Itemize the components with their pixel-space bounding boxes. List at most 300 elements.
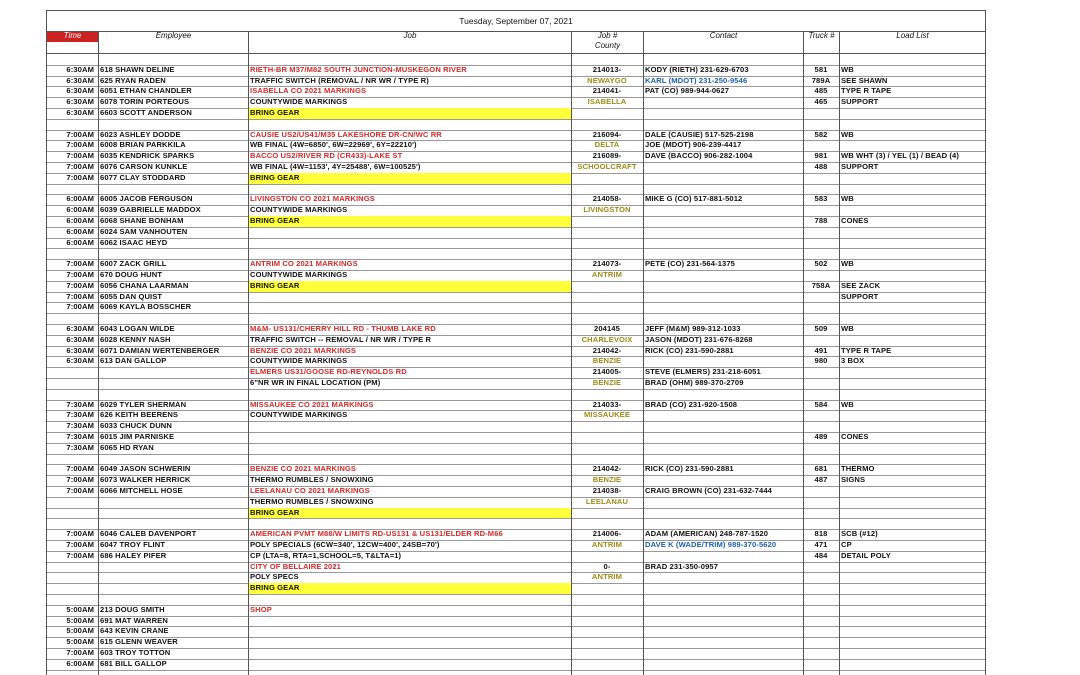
employee-cell: 643 KEVIN CRANE (100, 626, 169, 636)
job-number-cell (571, 443, 643, 454)
employee-cell (98, 508, 248, 519)
load-list-cell (839, 626, 986, 637)
load-list-cell: WB (841, 399, 854, 409)
table-row (46, 605, 986, 616)
truck-cell (803, 54, 839, 65)
job-cell: RIETH-BR M37/M82 SOUTH JUNCTION-MUSKEGON RIVER (250, 64, 467, 74)
load-list-cell: SEE SHAWN (841, 75, 888, 85)
truck-cell: 581 (814, 64, 828, 74)
employee-cell: 681 BILL GALLOP (100, 658, 167, 668)
job-number-cell: ANTRIM (591, 270, 623, 279)
contact-cell (643, 659, 803, 670)
load-list-cell (839, 205, 986, 216)
table-row (46, 151, 986, 162)
table-row (46, 475, 986, 486)
job-number-cell: 214042- (592, 464, 622, 474)
job-cell: BRING GEAR (248, 508, 571, 519)
table-row (46, 562, 986, 573)
contact-cell: DAVE K (WADE/TRIM) 989-370-5620 (645, 540, 777, 549)
time-cell: 7:00AM (66, 259, 94, 269)
employee-cell: 6035 KENDRICK SPARKS (100, 151, 195, 161)
employee-cell: 6069 KAYLA BOSSCHER (100, 302, 192, 312)
table-row (46, 356, 986, 367)
job-number-cell (571, 508, 643, 519)
truck-cell (803, 572, 839, 583)
load-list-cell (839, 54, 986, 65)
load-list-cell (839, 637, 986, 648)
truck-cell (803, 648, 839, 659)
load-list-cell: WB (841, 194, 854, 204)
truck-cell (803, 562, 839, 573)
employee-cell: 6015 JIM PARNISKE (100, 432, 175, 441)
truck-cell: 582 (814, 129, 828, 139)
contact-cell: DALE (CAUSIE) 517-525-2198 (645, 129, 754, 139)
time-cell: 7:00AM (66, 550, 94, 560)
table-row (46, 65, 986, 76)
employee-cell: 6024 SAM VANHOUTEN (100, 226, 188, 236)
time-cell: 6:00AM (66, 226, 94, 236)
table-row (46, 335, 986, 346)
employee-cell: 625 RYAN RADEN (100, 75, 166, 85)
contact-cell: RICK (CO) 231-590-2881 (645, 345, 734, 355)
job-cell: LEELANAU CO 2021 MARKINGS (250, 486, 370, 495)
table-row (46, 508, 986, 519)
time-cell (46, 497, 98, 508)
table-row (46, 594, 986, 605)
time-cell: 6:00AM (66, 194, 94, 204)
employee-cell: 6062 ISAAC HEYD (100, 237, 168, 247)
job-number-cell (571, 454, 643, 465)
load-list-cell (839, 227, 986, 238)
truck-cell (803, 227, 839, 238)
contact-cell (643, 508, 803, 519)
grid-col-line (248, 31, 249, 675)
contact-cell (643, 432, 803, 443)
job-number-cell (571, 421, 643, 432)
employee-cell (98, 497, 248, 508)
job-number-cell: 204145 (594, 324, 620, 333)
contact-cell: PAT (CO) 989-944-0627 (645, 86, 730, 96)
grid-col-line (46, 31, 47, 675)
employee-cell: 6008 BRIAN PARKKILA (100, 140, 186, 150)
employee-cell (98, 184, 248, 195)
time-cell: 6:30AM (66, 356, 94, 366)
time-cell (46, 583, 98, 594)
employee-cell: 6076 CARSON KUNKLE (100, 162, 188, 171)
truck-cell (803, 378, 839, 389)
job-cell: TRAFFIC SWITCH (REMOVAL / NR WR / TYPE R) (250, 75, 429, 85)
employee-cell (98, 518, 248, 529)
load-list-cell: SUPPORT (841, 291, 879, 301)
employee-cell: 6073 WALKER HERRICK (100, 475, 191, 485)
employee-cell: 6046 CALEB DAVENPORT (100, 529, 197, 539)
truck-cell: 584 (814, 399, 828, 409)
contact-cell (643, 497, 803, 508)
job-cell (248, 594, 571, 605)
employee-cell: 6051 ETHAN CHANDLER (100, 86, 192, 96)
job-cell: THERMO RUMBLES / SNOWXING (250, 496, 374, 506)
job-cell (248, 454, 571, 465)
truck-cell: 789A (811, 75, 831, 85)
contact-cell (643, 302, 803, 313)
grid-col-line (571, 31, 572, 675)
row-rule (46, 670, 986, 671)
load-list-cell: SCB (#12) (841, 529, 878, 539)
job-number-cell: ISABELLA (587, 97, 627, 107)
load-list-cell (839, 605, 986, 616)
time-cell: 6:30AM (66, 324, 94, 333)
truck-cell: 491 (814, 345, 828, 355)
contact-cell (643, 108, 803, 119)
employee-cell (98, 562, 248, 573)
job-cell: BACCO US2/RIVER RD (CR433)-LAKE ST (250, 151, 403, 161)
load-list-cell: WB (841, 64, 854, 74)
job-cell: BRING GEAR (248, 583, 571, 594)
employee-cell: 6071 DAMIAN WERTENBERGER (100, 345, 220, 355)
table-row (46, 54, 986, 65)
table-row (46, 454, 986, 465)
job-number-cell: 214042- (592, 345, 622, 355)
job-cell: BENZIE CO 2021 MARKINGS (250, 345, 357, 355)
load-list-cell (839, 421, 986, 432)
truck-cell: 471 (814, 540, 828, 549)
table-row (46, 162, 986, 173)
load-list-cell (839, 594, 986, 605)
job-number-cell (571, 637, 643, 648)
header-job-number (571, 31, 643, 53)
employee-cell: 615 GLENN WEAVER (100, 637, 178, 647)
contact-cell: KODY (RIETH) 231-629-6703 (645, 64, 749, 74)
job-number-cell: DELTA (594, 140, 620, 150)
contact-cell (643, 454, 803, 465)
truck-cell (803, 140, 839, 151)
job-number-cell: 0- (603, 561, 611, 571)
time-cell: 7:00AM (66, 464, 94, 474)
truck-cell (803, 518, 839, 529)
truck-cell (803, 443, 839, 454)
load-list-cell (839, 140, 986, 151)
time-cell (46, 248, 98, 259)
employee-cell: 6056 CHANA LAARMAN (100, 280, 189, 290)
time-cell (46, 562, 98, 573)
grid-col-line (643, 31, 644, 675)
employee-cell (98, 572, 248, 583)
job-number-cell: 214038- (592, 486, 622, 495)
table-row (46, 292, 986, 303)
table-row (46, 86, 986, 97)
job-number-cell (571, 108, 643, 119)
job-number-cell (571, 292, 643, 303)
contact-cell: JEFF (M&M) 989-312-1033 (645, 324, 741, 333)
load-list-cell: DETAIL POLY (841, 550, 891, 560)
employee-cell: 6066 MITCHELL HOSE (100, 486, 183, 495)
job-number-cell: LEELANAU (585, 496, 629, 506)
time-cell: 6:30AM (66, 334, 94, 344)
employee-cell: 613 DAN GALLOP (100, 356, 167, 366)
job-cell: WB FINAL (4W=6850', 6W=22969', 6Y=22210') (250, 140, 417, 150)
time-cell: 6:00AM (66, 658, 94, 668)
header-load-list: Load List (839, 31, 986, 53)
truck-cell (803, 626, 839, 637)
contact-cell: RICK (CO) 231-590-2881 (645, 464, 734, 474)
job-number-cell: 214033- (592, 399, 622, 409)
table-row (46, 432, 986, 443)
job-cell: CITY OF BELLAIRE 2021 (250, 561, 341, 571)
truck-cell (803, 659, 839, 670)
contact-cell (643, 410, 803, 421)
grid-col-line (98, 31, 99, 675)
truck-cell: 502 (814, 259, 828, 269)
time-cell: 6:30AM (66, 97, 94, 107)
load-list-cell (839, 173, 986, 184)
load-list-cell (839, 184, 986, 195)
time-cell: 7:00AM (66, 540, 94, 549)
truck-cell: 484 (814, 550, 828, 560)
job-number-cell: 214005- (592, 367, 622, 377)
truck-cell: 980 (814, 356, 828, 366)
time-cell (46, 518, 98, 529)
employee-cell (98, 119, 248, 130)
job-cell (248, 54, 571, 65)
contact-cell (643, 475, 803, 486)
table-row (46, 108, 986, 119)
job-number-cell: 214013- (592, 64, 622, 74)
table-row (46, 119, 986, 130)
job-number-cell (571, 313, 643, 324)
truck-cell (803, 389, 839, 400)
job-number-cell: ANTRIM (591, 572, 623, 582)
job-number-cell: MISSAUKEE (583, 410, 631, 420)
contact-cell (643, 205, 803, 216)
employee-cell: 6047 TROY FLINT (100, 540, 166, 549)
contact-cell (643, 238, 803, 249)
job-number-cell (571, 605, 643, 616)
load-list-cell (839, 518, 986, 529)
job-number-cell (571, 302, 643, 313)
job-cell: WB FINAL (4W=1153', 4Y=25488', 6W=100525') (250, 162, 421, 171)
table-row (46, 259, 986, 270)
job-cell: THERMO RUMBLES / SNOWXING (250, 475, 374, 485)
table-row (46, 248, 986, 259)
job-cell: M&M- US131/CHERRY HILL RD - THUMB LAKE RD (250, 324, 436, 333)
table-row (46, 616, 986, 627)
job-cell: COUNTYWIDE MARKINGS (250, 270, 348, 279)
time-cell: 6:30AM (66, 64, 94, 74)
time-cell (46, 54, 98, 65)
job-number-cell (571, 432, 643, 443)
job-cell: BRING GEAR (248, 216, 571, 227)
time-cell: 7:00AM (66, 291, 94, 301)
employee-cell (98, 54, 248, 65)
load-list-cell: CONES (841, 432, 869, 441)
time-cell: 7:30AM (66, 442, 94, 452)
load-list-cell: TYPE R TAPE (841, 345, 892, 355)
contact-cell (643, 162, 803, 173)
contact-cell (643, 184, 803, 195)
job-cell: POLY SPECS (250, 572, 299, 582)
contact-cell (643, 356, 803, 367)
table-row (46, 659, 986, 670)
job-cell: ISABELLA CO 2021 MARKINGS (250, 86, 367, 96)
time-cell (46, 454, 98, 465)
load-list-cell (839, 659, 986, 670)
job-cell: COUNTYWIDE MARKINGS (250, 356, 348, 366)
job-cell (248, 302, 571, 313)
job-cell: COUNTYWIDE MARKINGS (250, 205, 348, 215)
truck-cell: 488 (814, 162, 828, 171)
truck-cell (803, 421, 839, 432)
column-header-row (46, 31, 986, 53)
table-row (46, 205, 986, 216)
table-row (46, 194, 986, 205)
load-list-cell (839, 238, 986, 249)
job-cell: ELMERS US31/GOOSE RD-REYNOLDS RD (250, 367, 407, 377)
job-number-cell (571, 551, 643, 562)
job-number-cell (571, 227, 643, 238)
table-row (46, 529, 986, 540)
table-row (46, 443, 986, 454)
load-list-cell (839, 302, 986, 313)
contact-cell: JASON (MDOT) 231-676-8268 (645, 334, 753, 344)
load-list-cell (839, 378, 986, 389)
table-row (46, 551, 986, 562)
header-top-rule (46, 31, 986, 32)
truck-cell: 485 (814, 86, 828, 96)
employee-cell: 6055 DAN QUIST (100, 291, 163, 301)
job-cell: LIVINGSTON CO 2021 MARKINGS (250, 194, 375, 204)
job-number-cell (571, 248, 643, 259)
job-cell: SHOP (250, 604, 272, 614)
job-number-cell: ANTRIM (591, 540, 623, 549)
job-cell: BENZIE CO 2021 MARKINGS (250, 464, 357, 474)
table-row (46, 140, 986, 151)
employee-cell (98, 454, 248, 465)
contact-cell (643, 605, 803, 616)
load-list-cell (839, 486, 986, 497)
contact-cell (643, 248, 803, 259)
employee-cell: 6033 CHUCK DUNN (100, 421, 172, 431)
load-list-cell: WB (841, 324, 854, 333)
contact-cell: CRAIG BROWN (CO) 231-632-7444 (645, 486, 772, 495)
schedule-date: Tuesday, September 07, 2021 (46, 10, 986, 31)
load-list-cell: SUPPORT (841, 97, 879, 107)
time-cell: 7:00AM (66, 151, 94, 161)
job-number-cell: 216094- (592, 129, 622, 139)
truck-cell (803, 248, 839, 259)
contact-cell (643, 626, 803, 637)
job-cell (248, 389, 571, 400)
job-number-cell: 214058- (592, 194, 622, 204)
table-row (46, 367, 986, 378)
time-cell: 6:30AM (66, 345, 94, 355)
time-cell: 6:30AM (66, 86, 94, 96)
job-number-cell: LIVINGSTON (583, 205, 631, 215)
truck-cell (803, 302, 839, 313)
table-row (46, 130, 986, 141)
load-list-cell (839, 616, 986, 627)
time-cell: 7:00AM (66, 129, 94, 139)
table-row (46, 324, 986, 335)
time-cell: 5:00AM (66, 604, 94, 614)
table-row (46, 227, 986, 238)
time-cell (46, 378, 98, 389)
contact-cell: DAVE (BACCO) 906-282-1004 (645, 151, 753, 161)
job-cell: POLY SPECIALS (6CW=340', 12CW=400', 24SB=70') (250, 540, 440, 549)
truck-cell (803, 108, 839, 119)
job-cell (248, 443, 571, 454)
job-cell (248, 313, 571, 324)
contact-cell: STEVE (ELMERS) 231-218-6051 (645, 367, 761, 377)
contact-cell (643, 583, 803, 594)
header-time: Time (46, 31, 98, 42)
job-cell (248, 648, 571, 659)
time-cell: 7:00AM (66, 302, 94, 312)
header-job-no-label: Job # (597, 31, 618, 40)
header-county-label: County (594, 41, 621, 50)
contact-cell: BRAD (OHM) 989-370-2709 (645, 378, 744, 387)
truck-cell: 788 (814, 216, 828, 225)
load-list-cell: 3 BOX (841, 356, 865, 366)
employee-cell (98, 389, 248, 400)
contact-cell (643, 421, 803, 432)
truck-cell: 981 (814, 151, 828, 161)
table-row (46, 76, 986, 87)
contact-cell (643, 551, 803, 562)
job-number-cell: 214073- (592, 259, 622, 269)
table-row (46, 518, 986, 529)
time-cell: 7:00AM (66, 475, 94, 485)
job-cell: TRAFFIC SWITCH -- REMOVAL / NR WR / TYPE R (250, 334, 432, 344)
load-list-cell (839, 410, 986, 421)
time-cell (46, 367, 98, 378)
job-cell (248, 119, 571, 130)
employee-cell (98, 583, 248, 594)
load-list-cell (839, 108, 986, 119)
load-list-cell (839, 389, 986, 400)
schedule-sheet (46, 10, 986, 675)
contact-cell (643, 616, 803, 627)
table-row (46, 497, 986, 508)
contact-cell: BRAD (CO) 231-920-1508 (645, 399, 738, 409)
job-number-cell (571, 281, 643, 292)
load-list-cell: TYPE R TAPE (841, 86, 892, 96)
truck-cell: 489 (814, 432, 828, 441)
truck-cell (803, 410, 839, 421)
contact-cell: JOE (MDOT) 906-239-4417 (645, 140, 742, 150)
job-cell (248, 184, 571, 195)
contact-cell: ADAM (AMERICAN) 248-787-1520 (645, 529, 769, 539)
job-cell (248, 616, 571, 627)
load-list-cell (839, 335, 986, 346)
job-number-cell: 214041- (592, 86, 622, 96)
load-list-cell: SEE ZACK (841, 280, 881, 290)
contact-cell (643, 281, 803, 292)
truck-cell: 758A (811, 280, 831, 290)
job-number-cell: NEWAYGO (587, 75, 627, 85)
time-cell: 7:00AM (66, 172, 94, 182)
employee-cell: 670 DOUG HUNT (100, 270, 163, 279)
truck-cell: 487 (814, 475, 828, 485)
employee-cell: 6005 JACOB FERGUSON (100, 194, 193, 204)
truck-cell: 465 (814, 97, 828, 107)
truck-cell (803, 205, 839, 216)
truck-cell: 509 (814, 324, 828, 333)
employee-cell: 6023 ASHLEY DODDE (100, 129, 181, 139)
contact-cell: KARL (MDOT) 231-250-9546 (645, 75, 748, 85)
truck-cell (803, 497, 839, 508)
job-cell: COUNTYWIDE MARKINGS (250, 97, 348, 107)
contact-cell (643, 97, 803, 108)
